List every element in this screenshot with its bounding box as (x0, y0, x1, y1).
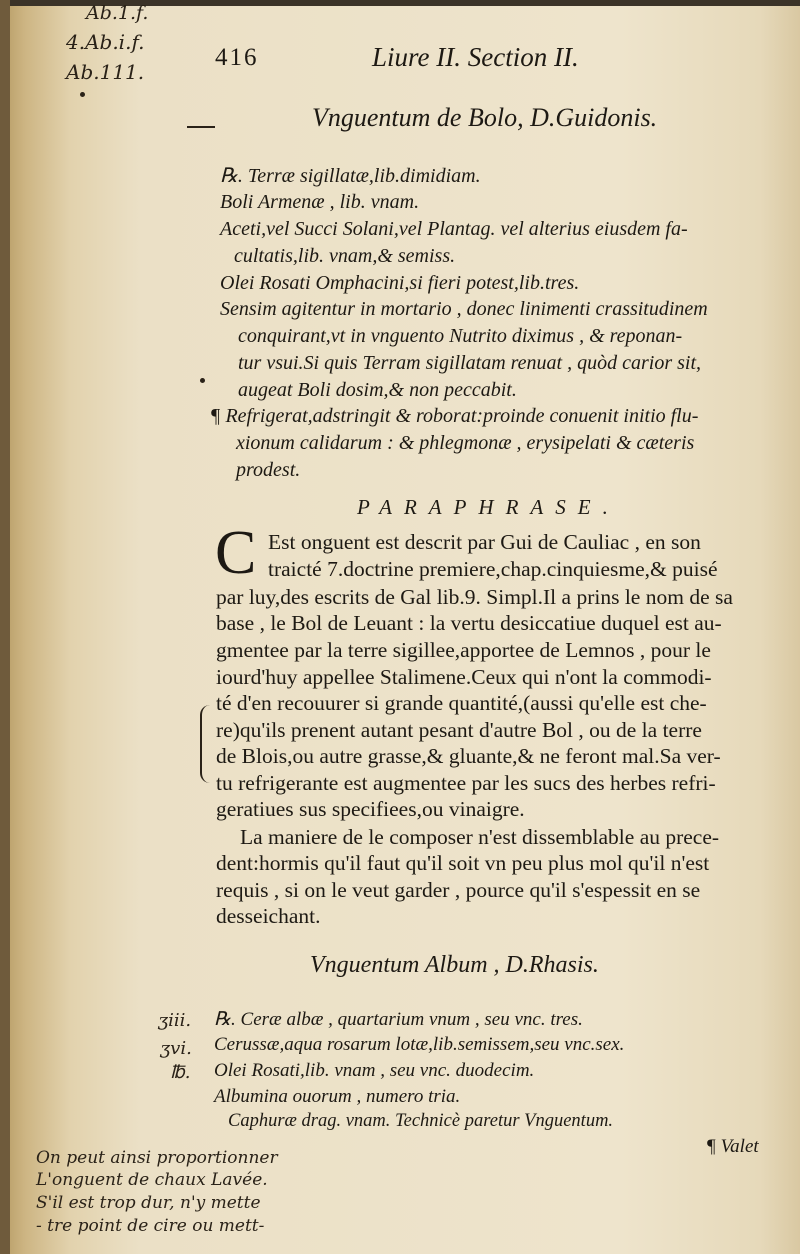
body-line: traicté 7.doctrine premiere,chap.cinquiesme,& puisé (268, 557, 718, 581)
recipe-line: xionum calidarum : & phlegmonæ , erysipelati & cæteris (236, 432, 695, 454)
handwritten-note-line: L'onguent de chaux Lavée. (36, 1170, 268, 1190)
body-line: desseichant. (216, 904, 321, 928)
catchword: ¶ Valet (706, 1136, 759, 1157)
recipe-line: ¶ Refrigerat,adstringit & roborat:proinde conuenit initio flu- (210, 405, 699, 427)
body-line: de Blois,ou autre grasse,& gluante,& ne feront mal.Sa ver- (216, 744, 721, 768)
drop-cap: C (215, 519, 257, 587)
handwritten-note-line: - tre point de cire ou mett- (36, 1216, 265, 1236)
margin-note-top-1: Ab.1.f. (86, 2, 149, 24)
body-line: requis , si on le veut garder , pource qu'il s'espessit en se (216, 878, 701, 902)
ink-dot (80, 92, 85, 97)
body-line: gmentee par la terre sigillee,apportee de Lemnos , pour le (216, 638, 711, 662)
body-line: dent:hormis qu'il faut qu'il soit vn peu plus mol qu'il n'est (216, 851, 710, 875)
recipe-line: Caphuræ drag. vnam. Technicè paretur Vnguentum. (228, 1111, 614, 1131)
handwritten-note-line: On peut ainsi proportionner (36, 1148, 278, 1168)
recipe-title: Vnguentum de Bolo, D.Guidonis. (312, 103, 658, 132)
body-line: base , le Bol de Leuant : la vertu desiccatiue duquel est au- (216, 611, 722, 635)
recipe-line: Aceti,vel Succi Solani,vel Plantag. vel alterius eiusdem fa- (220, 218, 688, 240)
margin-note-recipe: ʒvi. (160, 1038, 192, 1059)
recipe-line: Cerussæ,aqua rosarum lotæ,lib.semissem,seu vnc.sex. (214, 1034, 625, 1055)
recipe-line: prodest. (236, 459, 301, 481)
margin-note-top-2: 4.Ab.i.f. (66, 30, 145, 54)
recipe-line: Albumina ouorum , numero tria. (214, 1086, 461, 1107)
recipe-line: tur vsui.Si quis Terram sigillatam renuat , quòd carior sit, (238, 352, 702, 374)
margin-note-recipe: ʒiii. (158, 1010, 192, 1031)
running-title: Liure II. Section II. (372, 42, 579, 72)
body-line: tu refrigerante est augmentee par les sucs des herbes refri- (216, 771, 716, 795)
recipe-line: Sensim agitentur in mortario , donec linimenti crassitudinem (220, 298, 708, 320)
recipe-line: augeat Boli dosim,& non peccabit. (238, 379, 517, 401)
page-number: 416 (215, 44, 259, 71)
recipe-line: Olei Rosati Omphacini,si fieri potest,lib.tres. (220, 272, 580, 294)
recipe-line: cultatis,lib. vnam,& semiss. (234, 245, 456, 267)
recipe-line: ℞. Terræ sigillatæ,lib.dimidiam. (220, 165, 481, 187)
margin-note-top-3: Ab.111. (66, 60, 145, 84)
body-line: geratiues sus specifiees,ou vinaigre. (216, 797, 525, 821)
body-line: re)qu'ils prenent autant pesant d'autre Bol , ou de la terre (216, 718, 702, 742)
body-line: La maniere de le composer n'est dissemblable au prece- (240, 825, 720, 849)
body-line: té d'en recouurer si grande quantité,(aussi qu'elle est che- (216, 691, 707, 715)
handwritten-note-line: S'il est trop dur, n'y mette (36, 1193, 261, 1213)
body-line: iourd'huy appellee Stalimene.Ceux qui n'ont la commodi- (216, 665, 712, 689)
recipe-line: conquirant,vt in vnguento Nutrito diximus , & reponan- (238, 325, 683, 347)
recipe-line: ℞. Ceræ albæ , quartarium vnum , seu vnc. tres. (214, 1009, 583, 1030)
binding-gutter (0, 0, 10, 1254)
recipe-line: Boli Armenæ , lib. vnam. (220, 191, 420, 213)
recipe-line: Olei Rosati,lib. vnam , seu vnc. duodecim. (214, 1060, 535, 1081)
margin-note-recipe: ℔. (170, 1062, 191, 1083)
ink-bracket (200, 705, 212, 783)
body-line: Est onguent est descrit par Gui de Cauliac , en son (268, 530, 701, 554)
ink-dot (200, 378, 205, 383)
section-heading: PARAPHRASE. (357, 495, 620, 519)
body-line: par luy,des escrits de Gal lib.9. Simpl.Il a prins le nom de sa (216, 585, 733, 609)
recipe-title: Vnguentum Album , D.Rhasis. (310, 952, 599, 978)
divider-dash (187, 126, 215, 128)
